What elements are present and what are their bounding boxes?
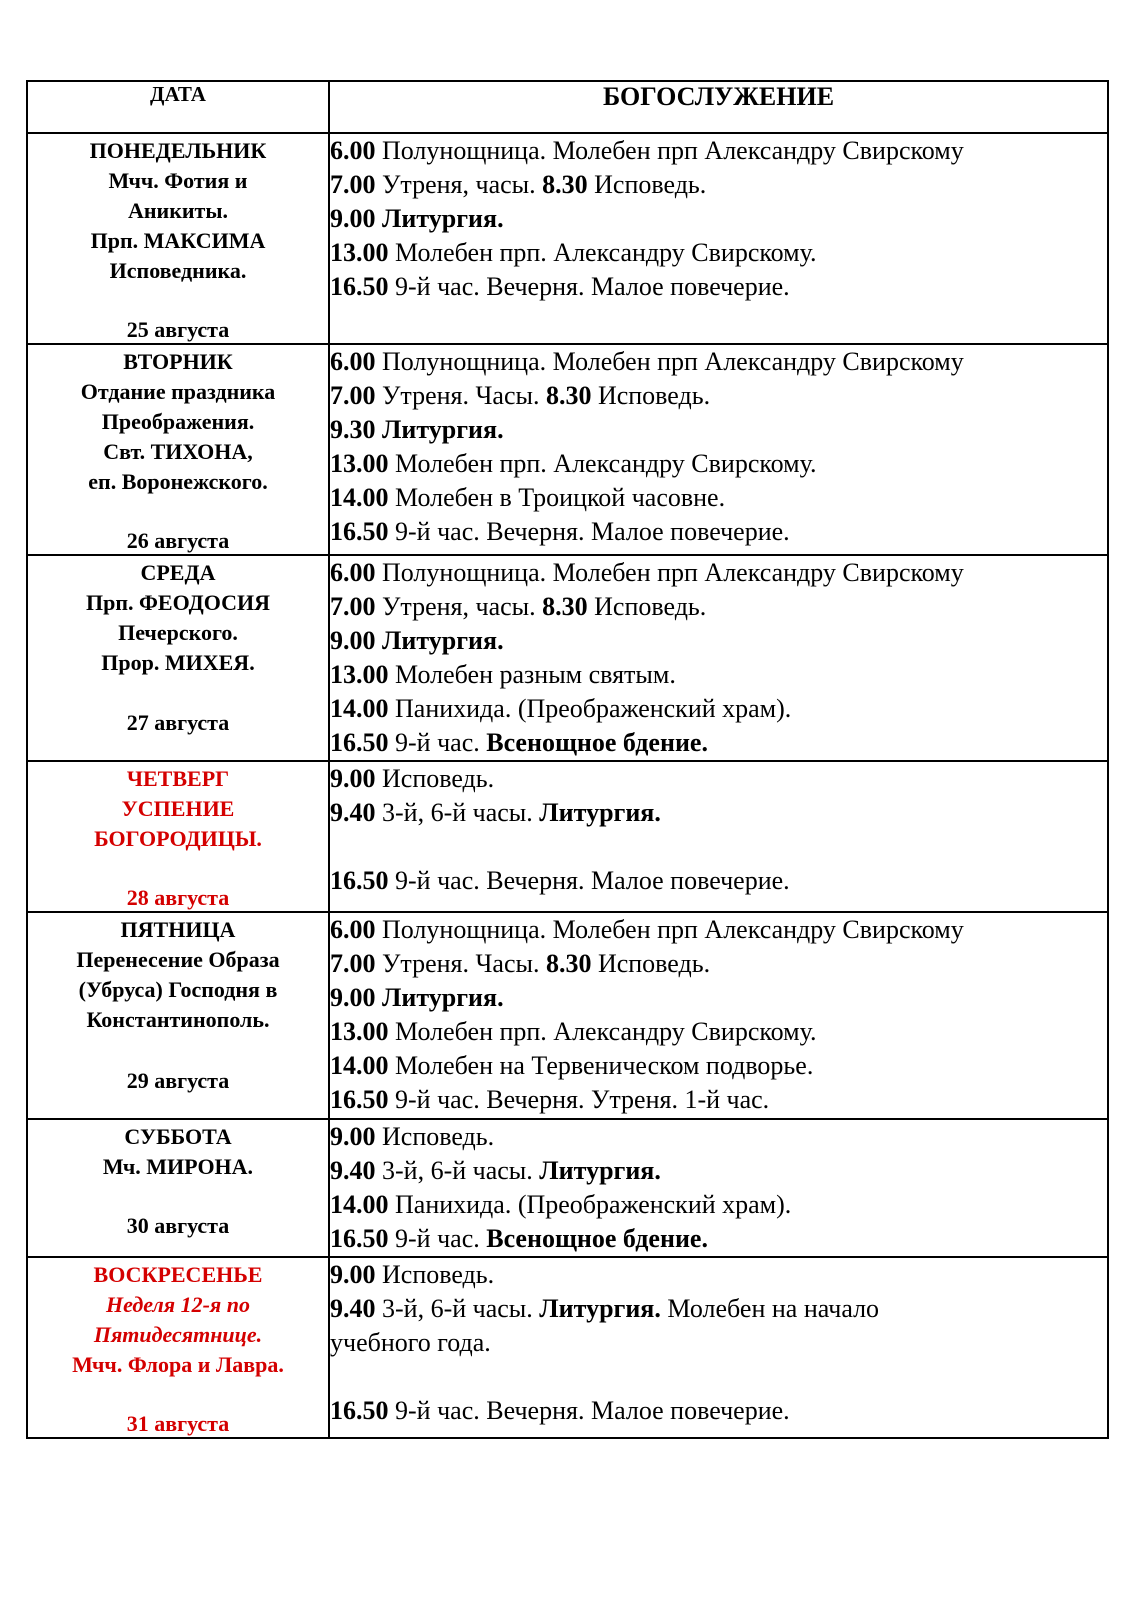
day-row-saturday	[27, 1119, 1108, 1257]
feast-line: Константинополь.	[86, 1007, 270, 1032]
service-liturgy: 9.00 Литургия.	[330, 626, 504, 655]
service-line	[330, 556, 1107, 590]
service-vigil: Всенощное бдение.	[486, 1224, 708, 1253]
service-line	[330, 658, 1107, 692]
service-text: Исповедь.	[587, 170, 707, 199]
service-time: 16.50	[330, 517, 389, 546]
service-text: 3-й, 6-й часы.	[375, 1294, 540, 1323]
date-cell	[27, 1257, 329, 1438]
service-text: 9-й час.	[388, 728, 487, 757]
service-text: 3-й, 6-й часы.	[375, 798, 540, 827]
date-cell	[27, 344, 329, 555]
feast-line: Мчч. Фотия и	[108, 168, 248, 193]
service-line	[330, 1015, 1107, 1049]
service-text: Исповедь.	[591, 949, 711, 978]
services-cell	[329, 1257, 1108, 1438]
feast-line: Перенесение Образа	[76, 947, 280, 972]
feast-line: Отдание праздника	[80, 379, 276, 404]
day-name: ПЯТНИЦА	[120, 917, 236, 942]
feast-line: Печерского.	[118, 620, 238, 645]
blank-line	[330, 830, 1107, 864]
service-line	[330, 345, 1107, 379]
services-cell	[329, 133, 1108, 344]
date-cell	[27, 1119, 329, 1257]
day-row-monday	[27, 133, 1108, 344]
service-line	[330, 590, 1107, 624]
service-time: 13.00	[330, 1017, 389, 1046]
service-line	[330, 236, 1107, 270]
service-time: 8.30	[542, 592, 588, 621]
service-time: 7.00	[330, 949, 376, 978]
date-cell	[27, 133, 329, 344]
service-line	[330, 1083, 1107, 1117]
date-cell	[27, 555, 329, 761]
service-text: Утреня, часы.	[375, 592, 543, 621]
service-line	[330, 202, 1107, 236]
service-time: 8.30	[545, 381, 592, 410]
service-liturgy: Литургия.	[539, 1156, 661, 1185]
service-time: 13.00	[330, 660, 389, 689]
calendar-date: 30 августа	[126, 1213, 230, 1238]
calendar-date: 26 августа	[126, 528, 230, 553]
day-name: СРЕДА	[140, 560, 216, 585]
feast-line: Исповедника.	[109, 258, 247, 283]
service-line	[330, 481, 1107, 515]
service-time: 9.40	[330, 1156, 376, 1185]
calendar-date: 25 августа	[126, 317, 230, 342]
header-row	[27, 81, 1108, 133]
service-line	[330, 168, 1107, 202]
services-cell	[329, 344, 1108, 555]
service-time: 13.00	[330, 449, 389, 478]
service-line	[330, 1258, 1107, 1292]
service-time: 8.30	[542, 170, 588, 199]
service-line	[330, 624, 1107, 658]
service-text: Молебен прп. Александру Свирскому.	[388, 238, 817, 267]
service-text: Исповедь.	[587, 592, 707, 621]
service-time: 16.50	[330, 1224, 389, 1253]
service-time: 16.50	[330, 1396, 389, 1425]
service-text: Молебен на Тервеническом подворье.	[388, 1051, 814, 1080]
day-name: ВОСКРЕСЕНЬЕ	[93, 1262, 263, 1287]
service-time: 16.50	[330, 272, 389, 301]
feast-line: Аникиты.	[127, 198, 229, 223]
day-name: ЧЕТВЕРГ	[126, 766, 230, 791]
service-time: 9.00	[330, 764, 376, 793]
service-time: 6.00	[330, 915, 376, 944]
service-text: Исповедь.	[591, 381, 711, 410]
service-line	[330, 1292, 970, 1360]
calendar-date: 27 августа	[126, 710, 230, 735]
feast-line: Прп. МАКСИМА	[90, 228, 266, 253]
service-time: 7.00	[330, 381, 376, 410]
services-cell	[329, 555, 1108, 761]
service-text: Полунощница. Молебен прп Александру Свирскому	[375, 136, 964, 165]
day-name: ПОНЕДЕЛЬНИК	[89, 138, 267, 163]
service-text: Утреня. Часы.	[375, 381, 546, 410]
service-text: Панихида. (Преображенский храм).	[388, 694, 792, 723]
service-text: Утреня, часы.	[375, 170, 543, 199]
feast-line: (Убруса) Господня в	[78, 977, 278, 1002]
service-text: 9-й час. Вечерня. Малое повечерие.	[388, 1396, 790, 1425]
blank-line	[330, 1360, 1107, 1394]
service-line	[330, 447, 1107, 481]
service-liturgy: Литургия.	[539, 798, 661, 827]
day-row-thursday	[27, 761, 1108, 912]
service-line	[330, 796, 1107, 830]
service-text: Полунощница. Молебен прп Александру Свирскому	[375, 558, 964, 587]
feast-line: Преображения.	[101, 409, 255, 434]
service-text: Полунощница. Молебен прп Александру Свирскому	[375, 347, 964, 376]
feast-line: Пятидесятнице.	[93, 1322, 263, 1347]
service-liturgy: Литургия.	[539, 1294, 661, 1323]
day-name: СУББОТА	[124, 1124, 232, 1149]
feast-line: Свт. ТИХОНА,	[103, 439, 253, 464]
service-time: 9.00	[330, 1122, 376, 1151]
service-time: 9.40	[330, 1294, 376, 1323]
service-time: 6.00	[330, 558, 376, 587]
feast-line: Мчч. Флора и Лавра.	[72, 1352, 284, 1377]
day-row-friday	[27, 912, 1108, 1119]
service-column-header: БОГОСЛУЖЕНИЕ	[329, 81, 1108, 133]
service-text: Панихида. (Преображенский храм).	[388, 1190, 792, 1219]
service-liturgy: 9.00 Литургия.	[330, 204, 504, 233]
service-time: 14.00	[330, 483, 389, 512]
service-text: Молебен прп. Александру Свирскому.	[388, 449, 817, 478]
schedule-table	[26, 80, 1109, 1439]
service-line	[330, 762, 1107, 796]
service-line	[330, 270, 1107, 304]
service-line	[330, 726, 1107, 760]
service-time: 9.00	[330, 1260, 376, 1289]
calendar-date: 28 августа	[126, 885, 230, 910]
services-cell	[329, 1119, 1108, 1257]
service-line	[330, 913, 1107, 947]
service-time: 7.00	[330, 592, 376, 621]
service-line	[330, 947, 1107, 981]
service-vigil: Всенощное бдение.	[486, 728, 708, 757]
feast-line: БОГОРОДИЦЫ.	[94, 826, 262, 851]
service-line	[330, 134, 1107, 168]
feast-line: еп. Воронежского.	[88, 469, 268, 494]
day-row-sunday	[27, 1257, 1108, 1438]
service-time: 16.50	[330, 1085, 389, 1114]
service-time: 6.00	[330, 347, 376, 376]
service-text: 9-й час. Вечерня. Малое повечерие.	[388, 866, 790, 895]
service-line	[330, 864, 1107, 898]
service-time: 13.00	[330, 238, 389, 267]
service-time: 7.00	[330, 170, 376, 199]
service-liturgy: 9.00 Литургия.	[330, 983, 504, 1012]
service-time: 14.00	[330, 1051, 389, 1080]
date-cell	[27, 912, 329, 1119]
service-time: 9.40	[330, 798, 376, 827]
service-time: 8.30	[545, 949, 592, 978]
service-line	[330, 1154, 1107, 1188]
service-text: Молебен на начало учебного года.	[330, 1294, 880, 1357]
feast-line: Неделя 12-я по	[106, 1292, 250, 1317]
service-text: Молебен в Троицкой часовне.	[388, 483, 726, 512]
service-time: 14.00	[330, 694, 389, 723]
service-line	[330, 413, 1107, 447]
feast-line: УСПЕНИЕ	[121, 796, 235, 821]
service-text: 3-й, 6-й часы.	[375, 1156, 540, 1185]
service-line	[330, 692, 1107, 726]
date-cell	[27, 761, 329, 912]
feast-line: Мч. МИРОНА.	[102, 1154, 254, 1179]
calendar-date: 31 августа	[126, 1411, 230, 1436]
services-cell	[329, 912, 1108, 1119]
service-time: 16.50	[330, 728, 389, 757]
service-line	[330, 1188, 1107, 1222]
service-liturgy: 9.30 Литургия.	[330, 415, 504, 444]
service-time: 14.00	[330, 1190, 389, 1219]
service-line	[330, 1222, 1107, 1256]
service-text: Исповедь.	[375, 1260, 495, 1289]
service-time: 6.00	[330, 136, 376, 165]
service-text: Исповедь.	[375, 764, 495, 793]
service-text: Утреня. Часы.	[375, 949, 546, 978]
service-text: 9-й час. Вечерня. Утреня. 1-й час.	[388, 1085, 770, 1114]
service-text: Молебен прп. Александру Свирскому.	[388, 1017, 817, 1046]
service-line	[330, 981, 1107, 1015]
service-line	[330, 515, 1107, 549]
day-name: ВТОРНИК	[123, 349, 233, 374]
service-time: 16.50	[330, 866, 389, 895]
service-line	[330, 1394, 1107, 1428]
feast-line: Прор. МИХЕЯ.	[101, 650, 255, 675]
service-text: Исповедь.	[375, 1122, 495, 1151]
services-cell	[329, 761, 1108, 912]
day-row-wednesday	[27, 555, 1108, 761]
service-text: Молебен разным святым.	[388, 660, 676, 689]
service-text: 9-й час.	[388, 1224, 487, 1253]
feast-line: Прп. ФЕОДОСИЯ	[85, 590, 270, 615]
service-line	[330, 1120, 1107, 1154]
date-column-header: ДАТА	[27, 81, 329, 133]
service-text: 9-й час. Вечерня. Малое повечерие.	[388, 517, 790, 546]
calendar-date: 29 августа	[126, 1068, 230, 1093]
service-text: Полунощница. Молебен прп Александру Свирскому	[375, 915, 964, 944]
day-row-tuesday	[27, 344, 1108, 555]
service-line	[330, 379, 1107, 413]
service-text: 9-й час. Вечерня. Малое повечерие.	[388, 272, 790, 301]
service-line	[330, 1049, 1107, 1083]
